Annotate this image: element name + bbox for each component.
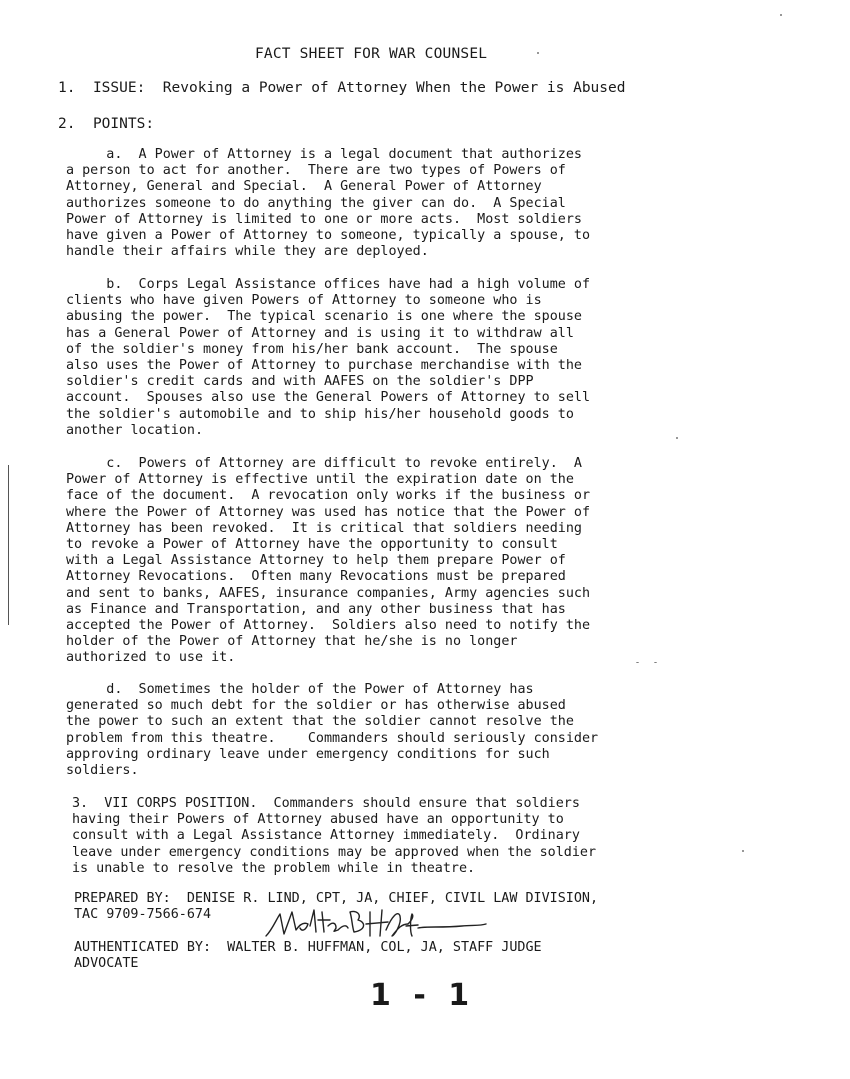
paragraph-line: authorizes someone to do anything the giver can do. A Special: [66, 195, 566, 211]
paragraph-line: holder of the Power of Attorney that he/she is no longer: [66, 634, 518, 650]
paragraph-line: clients who have given Powers of Attorney to someone who is: [66, 293, 542, 309]
paragraph-line: Attorney, General and Special. A General Power of Attorney: [66, 179, 542, 195]
paragraph-b: [66, 277, 714, 439]
paragraph-line: has a General Power of Attorney and is using it to withdraw all: [66, 325, 574, 341]
paragraph-line: accepted the Power of Attorney. Soldiers also need to notify the: [66, 617, 591, 633]
paragraph-line: a. A Power of Attorney is a legal document that authorizes: [66, 147, 582, 162]
paragraph-line: Attorney Revocations. Often many Revocations must be prepared: [66, 569, 566, 585]
paragraph-line: and sent to banks, AAFES, insurance companies, Army agencies such: [66, 585, 591, 601]
paragraph-line: of the soldier's money from his/her bank account. The spouse: [66, 341, 558, 357]
scan-speck: [780, 14, 782, 16]
authenticated-by-line: AUTHENTICATED BY: WALTER B. HUFFMAN, COL, JA, STAFF JUDGE: [74, 940, 542, 955]
paragraph-line: to revoke a Power of Attorney have the opportunity to consult: [66, 536, 558, 552]
points-line: [58, 116, 154, 132]
paragraph-line: is unable to resolve the problem while in theatre.: [72, 860, 476, 876]
prepared-by-line: PREPARED BY: DENISE R. LIND, CPT, JA, CHIEF, CIVIL LAW DIVISION,: [74, 891, 599, 906]
paragraph-line: leave under emergency conditions may be approved when the soldier: [72, 844, 597, 860]
paragraph-line: problem from this theatre. Commanders should seriously consider: [66, 730, 599, 746]
paragraph-line: abusing the power. The typical scenario is one where the spouse: [66, 309, 582, 325]
paragraph-d: [66, 682, 714, 779]
authenticated-by-line: ADVOCATE: [74, 956, 139, 971]
paragraph-line: another location.: [66, 422, 204, 438]
scan-margin-line: [8, 465, 9, 625]
issue-label: ISSUE:: [92, 80, 146, 96]
points-number: 2.: [58, 116, 76, 132]
paragraph-line: Power of Attorney is effective until the expiration date on the: [66, 472, 574, 488]
scan-speck: [537, 52, 539, 54]
paragraph-a: [66, 147, 714, 260]
paragraph-line: where the Power of Attorney was used has notice that the Power of: [66, 504, 591, 520]
paragraph-line: as Finance and Transportation, and any other business that has: [66, 601, 566, 617]
paragraph-line: the power to such an extent that the soldier cannot resolve the: [66, 714, 574, 730]
scan-speck: [676, 437, 678, 439]
paragraph-line: approving ordinary leave under emergency conditions for such: [66, 746, 550, 762]
paragraph-line: Power of Attorney is limited to one or more acts. Most soldiers: [66, 211, 582, 227]
paragraph-line: handle their affairs while they are deployed.: [66, 244, 429, 260]
issue-line: [58, 80, 625, 96]
page-title: FACT SHEET FOR WAR COUNSEL: [255, 46, 488, 62]
paragraph-line: soldier's credit cards and with AAFES on the soldier's DPP: [66, 374, 534, 390]
paragraph-line: also uses the Power of Attorney to purchase merchandise with the: [66, 357, 582, 373]
paragraph-line: with a Legal Assistance Attorney to help them prepare Power of: [66, 553, 566, 569]
issue-text: Revoking a Power of Attorney When the Power is Abused: [162, 80, 626, 96]
points-label: POINTS:: [92, 116, 155, 132]
paragraph-line: authorized to use it.: [66, 650, 236, 666]
scan-speck: [636, 662, 639, 663]
authenticated-by: [74, 940, 542, 972]
paragraph-line: a person to act for another. There are two types of Powers of: [66, 163, 566, 179]
paragraph-line: account. Spouses also use the General Powers of Attorney to sell: [66, 390, 591, 406]
paragraph-line: Attorney has been revoked. It is critical that soldiers needing: [66, 520, 582, 536]
corps-position: [72, 796, 720, 877]
paragraph-line: soldiers.: [66, 762, 139, 778]
paragraph-line: 3. VII CORPS POSITION. Commanders should ensure that soldiers: [72, 796, 580, 811]
paragraph-line: the soldier's automobile and to ship his/her household goods to: [66, 406, 574, 422]
prepared-by-line: TAC 9709-7566-674: [74, 907, 212, 922]
paragraph-line: consult with a Legal Assistance Attorney immediately. Ordinary: [72, 828, 580, 844]
paragraph-line: c. Powers of Attorney are difficult to revoke entirely. A: [66, 456, 582, 471]
issue-number: 1.: [58, 80, 76, 96]
paragraph-line: b. Corps Legal Assistance offices have had a high volume of: [66, 277, 591, 292]
scan-speck: [654, 662, 657, 663]
paragraph-line: have given a Power of Attorney to someone, typically a spouse, to: [66, 227, 591, 243]
paragraph-line: having their Powers of Attorney abused have an opportunity to: [72, 812, 564, 828]
scan-speck: [742, 850, 744, 852]
paragraph-line: face of the document. A revocation only works if the business or: [66, 488, 591, 504]
page-number: 1 - 1: [370, 978, 476, 1013]
paragraph-line: generated so much debt for the soldier or has otherwise abused: [66, 698, 566, 714]
paragraph-c: [66, 456, 714, 666]
paragraph-line: d. Sometimes the holder of the Power of Attorney has: [66, 682, 534, 697]
